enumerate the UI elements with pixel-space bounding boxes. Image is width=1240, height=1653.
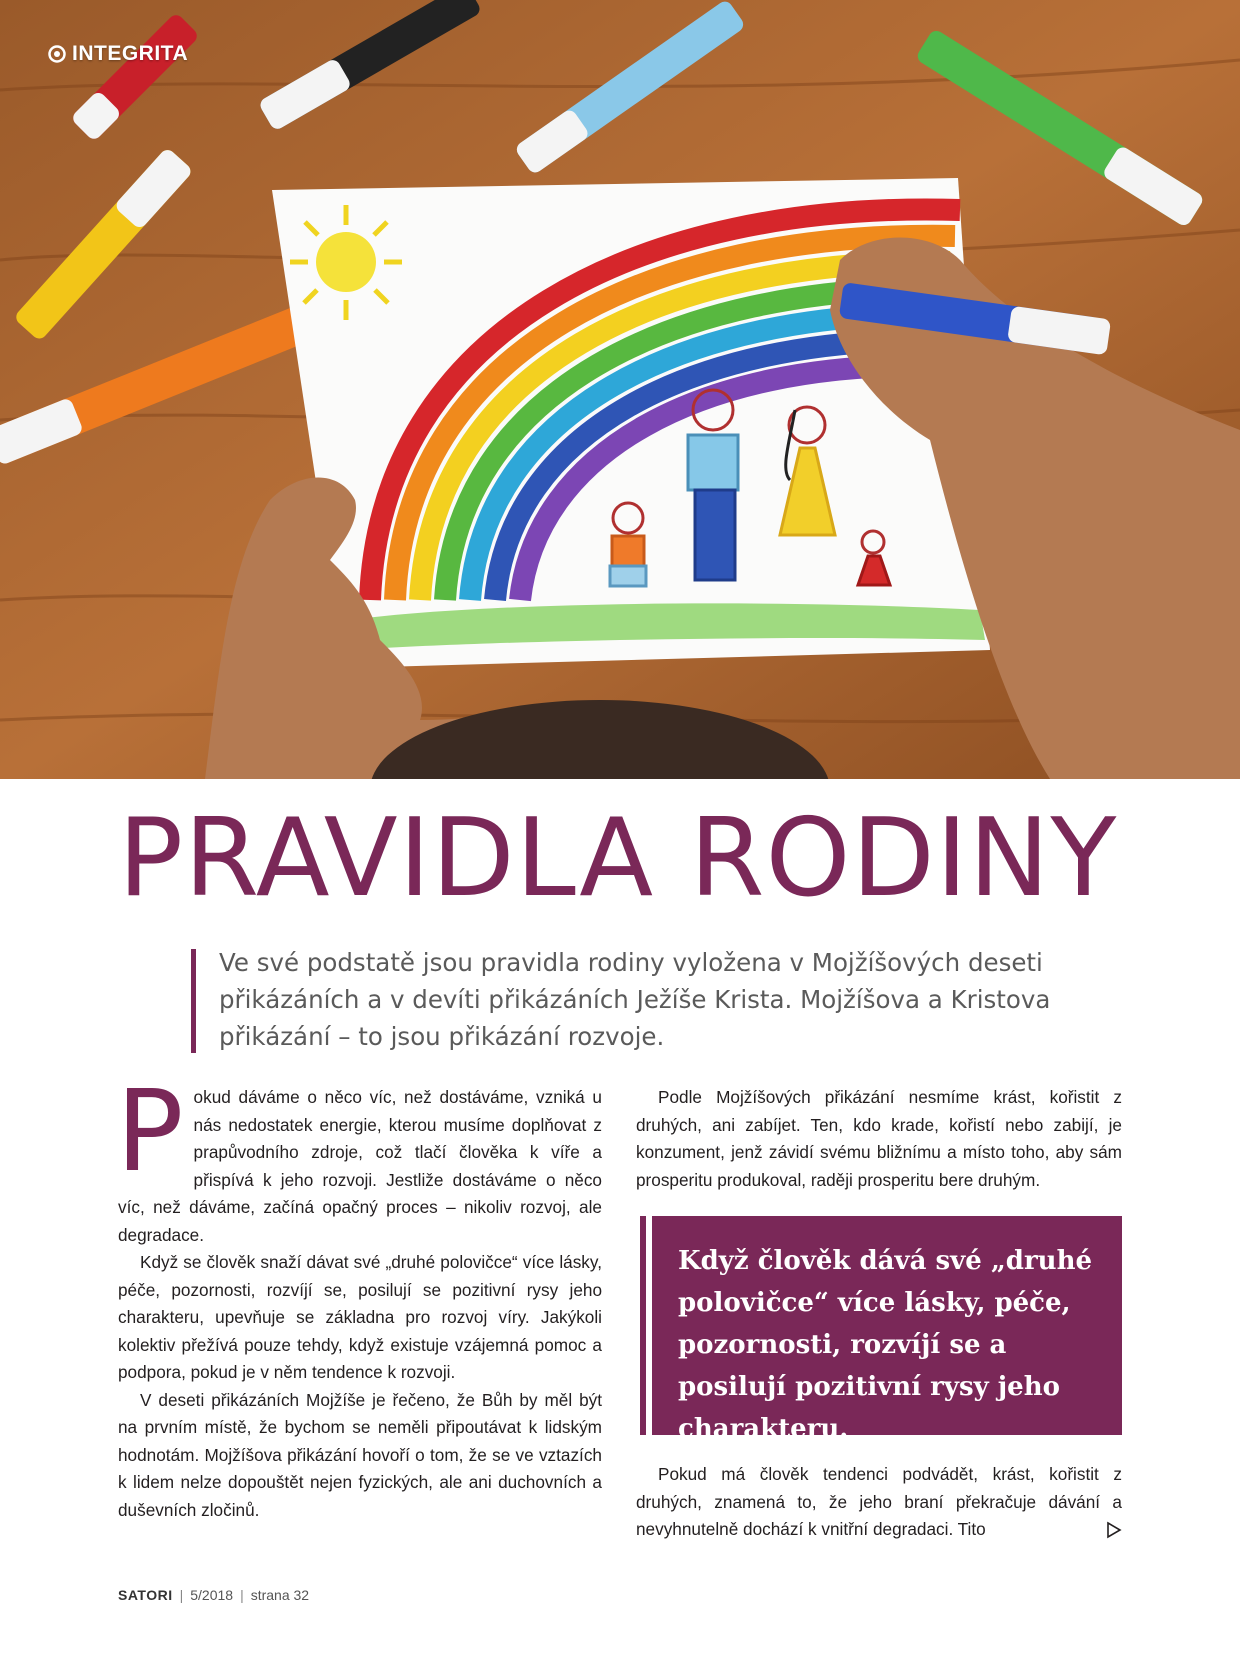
pull-quote — [640, 1216, 1122, 1444]
paragraph-text: okud dáváme o něco víc, než dostáváme, vzniká u nás nedostatek energie, kterou musíme doplňovat z prapůvodního zdroje, což tlačí člověka k víře a přispívá k jeho rozvoji. Jestliže dostáváme o něco víc, než dáváme, začíná opačný proces – nikoliv rozvoj, ale degradace. — [118, 1087, 602, 1245]
magazine-brand: SATORI — [118, 1587, 173, 1603]
paragraph: Podle Mojžíšových přikázání nesmíme krást, kořistit z druhých, ani zabíjet. Ten, kdo krade, kořistí nebo zabijí, je konzument, jenž závidí svému bližnímu a místo toho, aby sám prosperitu produkoval, raději prosperitu bere druhým. — [636, 1087, 1122, 1190]
drop-cap: P — [116, 1067, 184, 1197]
page-footer — [118, 1587, 309, 1603]
footer-separator: | — [179, 1587, 184, 1603]
hero-image — [0, 0, 1240, 779]
left-column — [116, 1067, 602, 1524]
right-column-continued — [636, 1461, 1122, 1544]
issue-number: 5/2018 — [190, 1587, 234, 1603]
sun-drawing — [290, 205, 402, 320]
paragraph — [116, 1067, 602, 1249]
target-circle-icon — [48, 45, 66, 63]
paragraph: Když se člověk snaží dávat své „druhé polovičce“ více lásky, péče, pozornosti, rozvíjí se, posilují se pozitivní rysy jeho charakteru, upevňuje se základna pro rozvoj víry. Jakýkoli kolektiv přežívá pouze tehdy, když existuje vzájemná pomoc a podpora, pokud je v něm tendence k rozvoji. — [118, 1252, 602, 1382]
page-number: strana 32 — [250, 1587, 310, 1603]
paragraph: Pokud má člověk tendenci podvádět, krást, kořistit z druhých, znamená to, že jeho braní překračuje dávání a nevyhnutelně dochází k vnitřní degradaci. Tito — [636, 1464, 1122, 1539]
footer-separator: | — [240, 1587, 244, 1603]
pull-quote-bar — [640, 1216, 646, 1435]
hero-illustration — [0, 0, 1240, 779]
article-lead: Ve své podstatě jsou pravidla rodiny vyložena v Mojžíšových deseti přikázáních a v devíti přikázáních Ježíše Krista. Mojžíšova a Kristova přikázání – to jsou přikázání rozvoje. — [219, 948, 1051, 1051]
lead-accent-bar — [191, 949, 196, 1053]
pull-quote-text: Když člověk dává své „druhé polovičce“ více lásky, péče, pozornosti, rozvíjí se a posilují pozitivní rysy jeho charakteru. — [678, 1246, 1093, 1444]
triangle-right-icon — [1106, 1521, 1122, 1539]
right-column — [636, 1084, 1122, 1194]
section-label: INTEGRITA — [72, 42, 189, 65]
section-tag — [48, 42, 188, 66]
article-title: PRAVIDLA RODINY — [118, 796, 1118, 921]
paragraph: V deseti přikázáních Mojžíše je řečeno, že Bůh by měl být na prvním místě, že bychom se neměli připoutávat k lidským hodnotám. Mojžíšova přikázání hovoří o tom, že se ve vztazích k lidem nelze dopouštět nejen fyzických, ale ani duchovních a duševních zločinů. — [118, 1389, 602, 1520]
